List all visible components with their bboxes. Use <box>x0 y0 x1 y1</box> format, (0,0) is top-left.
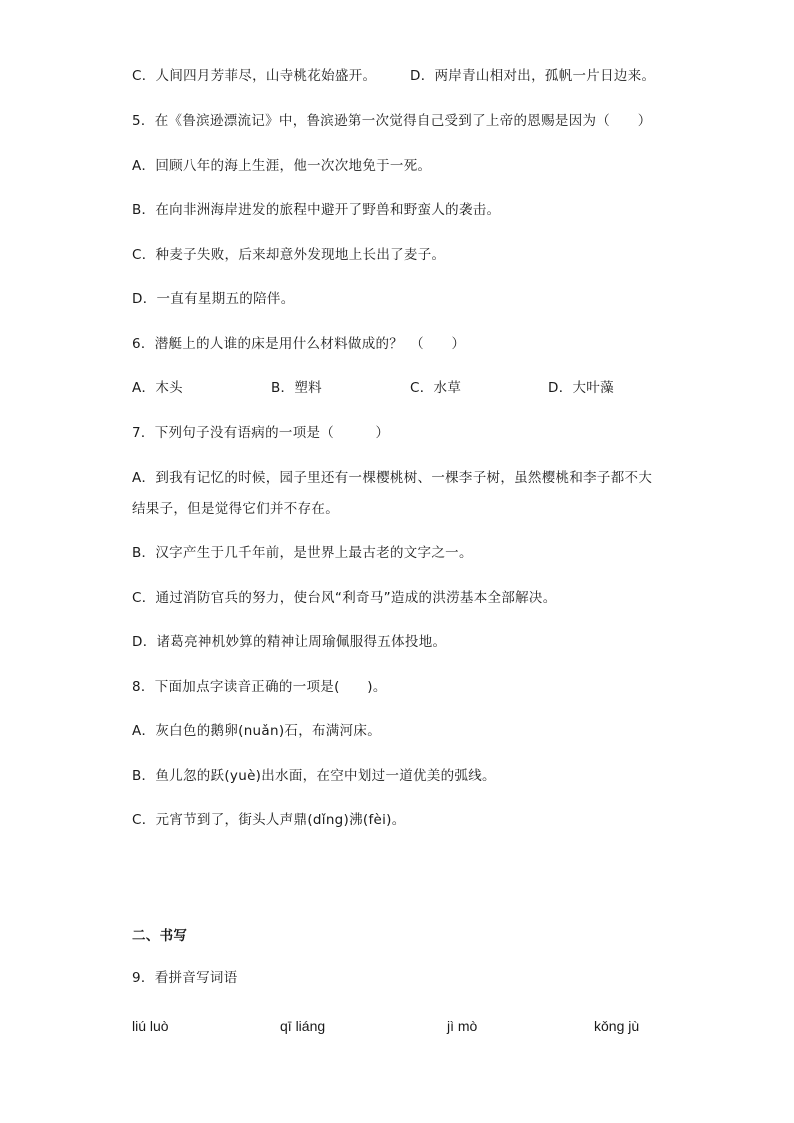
q7-option-b: B．汉字产生于几千年前，是世界上最古老的文字之一。 <box>132 545 473 561</box>
q6-stem: 6．潜艇上的人谁的床是用什么材料做成的？ （ ） <box>132 336 466 352</box>
q6-option-b: B．塑料 <box>271 380 322 396</box>
q6-option-a: A．木头 <box>132 380 183 396</box>
q5-option-d: D．一直有星期五的陪伴。 <box>132 291 295 307</box>
q7-option-a-line2: 结果子，但是觉得它们并不存在。 <box>132 501 339 517</box>
pinyin-item: liú luò <box>132 1018 169 1034</box>
q7-stem: 7．下列句子没有语病的一项是（ ） <box>132 425 390 441</box>
q5-option-c: C．种麦子失败，后来却意外发现地上长出了麦子。 <box>132 247 446 263</box>
q8-option-c: C．元宵节到了，街头人声鼎(dǐng)沸(fèi)。 <box>132 812 406 828</box>
q6-options-row <box>132 378 692 398</box>
pinyin-item: kǒng jù <box>594 1018 640 1034</box>
q7-option-a-line1: A．到我有记忆的时候，园子里还有一棵樱桃树、一棵李子树，虽然樱桃和李子都不大 <box>132 470 653 486</box>
section-heading-writing: 二、书写 <box>132 928 188 944</box>
q7-option-c: C．通过消防官兵的努力，使台风“利奇马”造成的洪涝基本全部解决。 <box>132 590 557 606</box>
pinyin-item: jì mò <box>447 1018 478 1034</box>
q4-option-c: C．人间四月芳菲尽，山寺桃花始盛开。 <box>132 68 377 84</box>
q7-option-d: D．诸葛亮神机妙算的精神让周瑜佩服得五体投地。 <box>132 634 447 650</box>
q8-option-b: B．鱼儿忽的跃(yuè)出水面，在空中划过一道优美的弧线。 <box>132 768 496 784</box>
q8-stem: 8．下面加点字读音正确的一项是( )。 <box>132 679 387 695</box>
q8-option-a: A．灰白色的鹅卵(nuǎn)石，布满河床。 <box>132 723 382 739</box>
q6-option-c: C．水草 <box>410 380 462 396</box>
q6-option-d: D．大叶藻 <box>548 380 614 396</box>
q9-stem: 9．看拼音写词语 <box>132 970 238 986</box>
q5-option-b: B．在向非洲海岸进发的旅程中避开了野兽和野蛮人的袭击。 <box>132 202 501 218</box>
q4-option-d: D．两岸青山相对出，孤帆一片日边来。 <box>410 68 656 84</box>
q5-stem: 5．在《鲁滨逊漂流记》中，鲁滨逊第一次觉得自己受到了上帝的恩赐是因为（ ） <box>132 113 652 129</box>
pinyin-item: qī liáng <box>280 1018 326 1034</box>
q5-option-a: A．回顾八年的海上生涯，他一次次地免于一死。 <box>132 158 432 174</box>
